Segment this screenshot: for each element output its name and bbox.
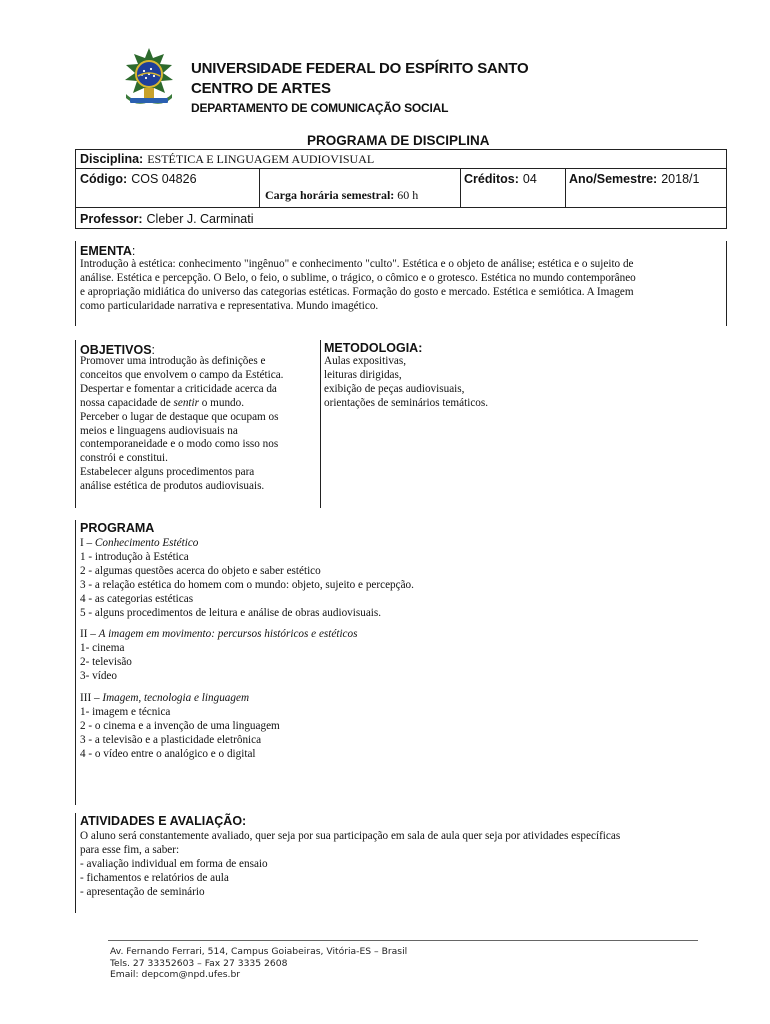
ementa-border-right (726, 241, 727, 326)
unit-title: Conhecimento Estético (94, 537, 199, 549)
objetivos-divider (320, 340, 321, 508)
table-divider-1 (259, 168, 260, 208)
table-border-row2 (75, 207, 727, 208)
university-name: UNIVERSIDADE FEDERAL DO ESPÍRITO SANTO (191, 60, 529, 77)
footer-address: Av. Fernando Ferrari, 514, Campus Goiabeiras, Vitória-ES – Brasil (110, 946, 408, 957)
objetivos-line: análise estética de produtos audiovisuais. (80, 480, 265, 493)
objetivos-line: Estabelecer alguns procedimentos para (80, 466, 255, 479)
carga-cell (265, 188, 418, 203)
unit-item: 3 - a televisão e a plasticidade eletrônica (80, 733, 262, 746)
unit-item: 1 - introdução à Estética (80, 550, 189, 563)
table-divider-3 (565, 168, 566, 208)
programa-text (80, 537, 414, 762)
unit-item: 5 - alguns procedimentos de leitura e análise de obras audiovisuais. (80, 606, 382, 619)
table-border-right (726, 149, 727, 229)
metodologia-line: leituras dirigidas, (324, 368, 402, 381)
footer-phones: Tels. 27 33352603 – Fax 27 3335 2608 (110, 957, 288, 969)
codigo-label: Código: (80, 172, 128, 186)
ementa-line: e apropriação midiática do universo das categorias estéticas. Formação do gosto e mercado. Estética e semiótica. A Imagem (80, 285, 634, 298)
table-divider-2 (460, 168, 461, 208)
unit-heading (80, 537, 414, 551)
ementa-border-left (75, 241, 76, 326)
metodologia-title: METODOLOGIA: (324, 341, 423, 355)
unit-heading (80, 692, 414, 706)
atividades-line: - fichamentos e relatórios de aula (80, 871, 229, 884)
programa-title: PROGRAMA (80, 521, 155, 535)
ano-cell (569, 170, 699, 188)
disciplina-label: Disciplina: (80, 152, 144, 166)
ementa-text (80, 258, 636, 314)
unit-item: 2 - o cinema e a invenção de uma linguagem (80, 719, 280, 732)
codigo-cell (80, 170, 197, 188)
atividades-title: ATIVIDADES E AVALIAÇÃO: (80, 814, 247, 828)
creditos-label: Créditos: (464, 172, 519, 186)
table-border-left (75, 149, 76, 229)
unit-number: I – (80, 537, 95, 549)
footer-email: Email: depcom@npd.ufes.br (110, 969, 241, 980)
atividades-line: - apresentação de seminário (80, 885, 205, 898)
objetivos-line-part: nossa capacidade de (80, 396, 174, 409)
unit-item: 1- cinema (80, 642, 125, 655)
footer-rule (108, 940, 698, 941)
atividades-text (80, 830, 620, 900)
unit-item: 3- vídeo (80, 670, 117, 683)
ementa-colon: : (131, 244, 136, 258)
ano-value: 2018/1 (661, 172, 700, 186)
unit-item: 2 - algumas questões acerca do objeto e saber estético (80, 564, 321, 577)
unit-title: A imagem em movimento: percursos históricos e estéticos (98, 628, 358, 641)
creditos-cell (464, 170, 537, 188)
unit-item: 2- televisão (80, 656, 132, 669)
disciplina-row (80, 150, 374, 168)
objetivos-line-part: o mundo. (198, 396, 245, 409)
carga-label: Carga horária semestral: (265, 188, 395, 202)
department-name: DEPARTAMENTO DE COMUNICAÇÃO SOCIAL (191, 101, 449, 115)
brazil-coat-of-arms-icon (118, 46, 180, 108)
document-title: PROGRAMA DE DISCIPLINA (307, 133, 490, 148)
spacer (80, 684, 414, 692)
ementa-line: como particularidade narrativa e representativa. Mundo imagético. (80, 299, 379, 312)
atividades-line: O aluno será constantemente avaliado, quer seja por sua participação em sala de aula quer seja por atividades específicas (80, 830, 621, 842)
table-border-row3 (75, 228, 727, 229)
objetivos-border-left (75, 340, 76, 508)
metodologia-line: Aulas expositivas, (324, 355, 407, 367)
objetivos-line: conceitos que envolvem o campo da Estética. (80, 368, 284, 381)
unit-heading (80, 628, 414, 642)
atividades-line: - avaliação individual em forma de ensaio (80, 857, 268, 870)
metodologia-line: orientações de seminários temáticos. (324, 396, 489, 409)
programa-border-left (75, 520, 76, 805)
spacer (80, 620, 414, 628)
objetivos-line: Perceber o lugar de destaque que ocupam os (80, 410, 279, 423)
atividades-border-left (75, 813, 76, 913)
ementa-line: análise. Estética e percepção. O Belo, o feio, o sublime, o trágico, o cômico e o grotesco. Estética no mundo contemporâneo (80, 271, 636, 284)
professor-value: Cleber J. Carminati (146, 212, 254, 226)
objetivos-line-sentir (80, 397, 283, 411)
footer (110, 946, 407, 981)
objetivos-text (80, 355, 283, 494)
unit-item: 4 - o vídeo entre o analógico e o digital (80, 747, 256, 760)
unit-number: II – (80, 628, 99, 641)
objetivos-title: OBJETIVOS (80, 343, 152, 357)
objetivos-line-italic: sentir (173, 396, 199, 409)
ementa-line: Introdução à estética: conhecimento "ingênuo" e conhecimento "culto". Estética e o objeto de análise; estética e o sujeito de (80, 258, 634, 270)
codigo-value: COS 04826 (131, 172, 197, 186)
table-border-row1 (75, 168, 727, 169)
objetivos-colon: : (151, 343, 156, 357)
unit-item: 3 - a relação estética do homem com o mundo: objeto, sujeito e percepção. (80, 578, 414, 591)
metodologia-text (324, 355, 488, 411)
unit-number: III – (80, 692, 103, 705)
unit-title: Imagem, tecnologia e linguagem (102, 692, 250, 705)
carga-value: 60 h (397, 188, 419, 202)
objetivos-line: Despertar e fomentar a criticidade acerca da (80, 382, 277, 395)
metodologia-line: exibição de peças audiovisuais, (324, 382, 465, 395)
professor-row (80, 210, 254, 228)
objetivos-line: constrói e constitui. (80, 452, 168, 465)
disciplina-value: ESTÉTICA E LINGUAGEM AUDIOVISUAL (147, 152, 375, 166)
unit-item: 1- imagem e técnica (80, 705, 171, 718)
professor-label: Professor: (80, 212, 143, 226)
atividades-line: para esse fim, a saber: (80, 843, 180, 856)
ano-label: Ano/Semestre: (569, 172, 658, 186)
objetivos-line: meios e linguagens audiovisuais na (80, 424, 238, 437)
center-name: CENTRO DE ARTES (191, 80, 331, 97)
unit-item: 4 - as categorias estéticas (80, 592, 194, 605)
objetivos-line: contemporaneidade e o modo como isso nos (80, 438, 279, 451)
ementa-title: EMENTA (80, 244, 132, 258)
objetivos-line: Promover uma introdução às definições e (80, 355, 266, 367)
creditos-value: 04 (522, 172, 537, 186)
